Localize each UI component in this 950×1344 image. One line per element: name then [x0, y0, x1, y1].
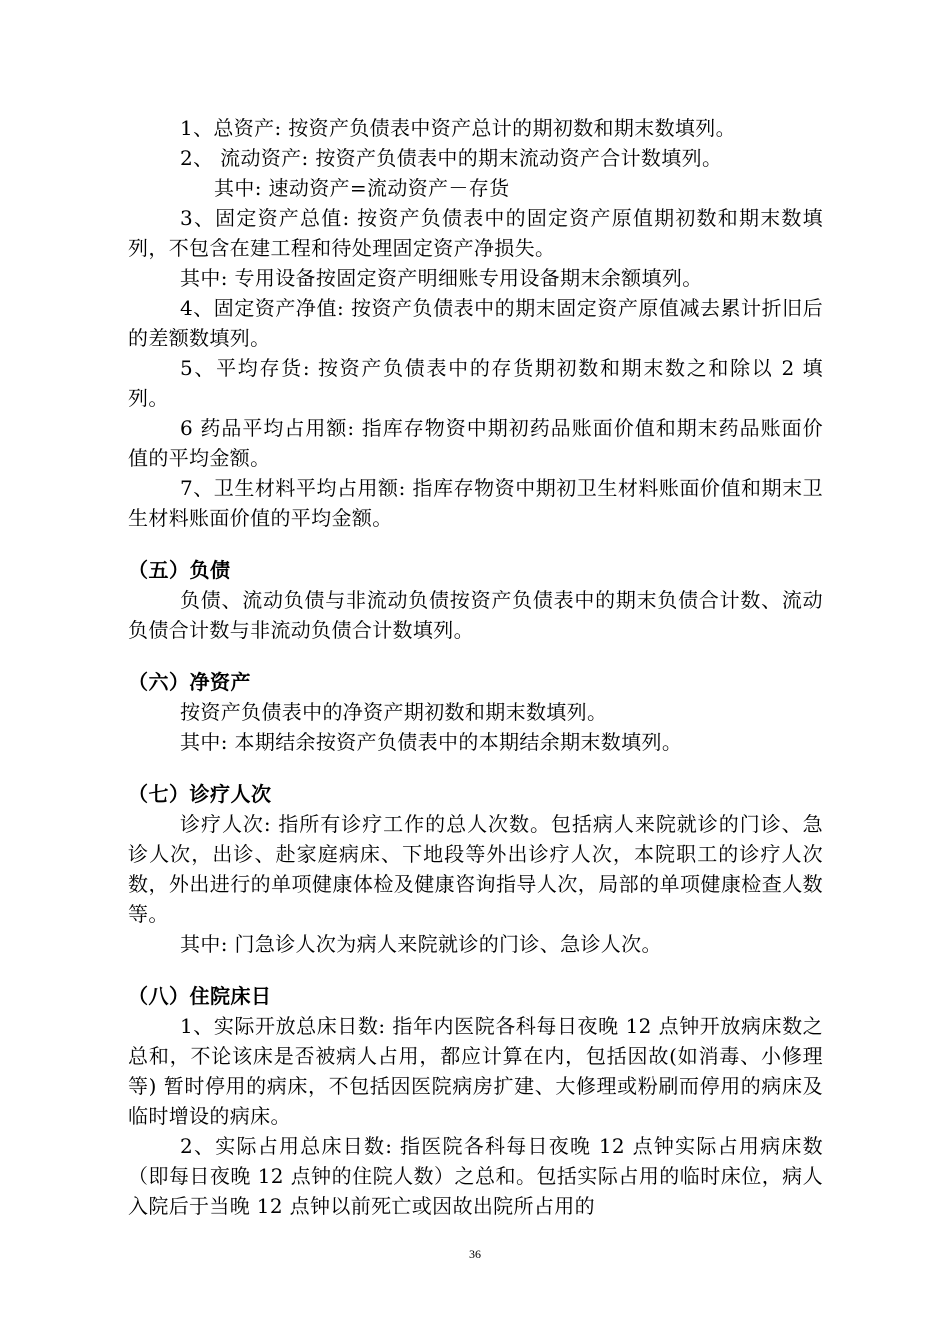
section-gap — [128, 645, 823, 667]
section-gap — [128, 533, 823, 555]
page-content — [128, 113, 823, 1221]
paragraph-occupied-bed-days: 2、实际占用总床日数: 指医院各科每日夜晚 12 点钟实际占用病床数（即每日夜晚 12 点钟的住院人数）之总和。包括实际占用的临时床位，病人入院后于当晚 12 点钟以前死亡或因故出院所占用的 — [128, 1134, 823, 1218]
section-heading-liabilities: （五）负债 — [128, 558, 231, 582]
paragraph-total-assets: 1、总资产: 按资产负债表中资产总计的期初数和期末数填列。 — [180, 116, 736, 140]
paragraph-open-bed-days: 1、实际开放总床日数: 指年内医院各科每日夜晚 12 点钟开放病床数之总和，不论该床是否被病人占用，都应计算在内，包括因故(如消毒、小修理等) 暂时停用的病床，不包括因医院病房扩建、大修理或粉刷而停用的病床及临时增设的病床。 — [128, 1014, 823, 1128]
paragraph-quick-assets: 其中: 速动资产=流动资产－存货 — [214, 176, 510, 200]
paragraph-outpatient-visits: 其中: 门急诊人次为病人来院就诊的门诊、急诊人次。 — [180, 932, 662, 956]
paragraph-liabilities: 负债、流动负债与非流动负债按资产负债表中的期末负债合计数、流动负债合计数与非流动负债合计数填列。 — [128, 588, 823, 642]
paragraph-fixed-assets-net: 4、固定资产净值: 按资产负债表中的期末固定资产原值减去累计折旧后的差额数填列。 — [128, 296, 823, 350]
paragraph-visits: 诊疗人次: 指所有诊疗工作的总人次数。包括病人来院就诊的门诊、急诊人次，出诊、赴家庭病床、下地段等外出诊疗人次，本院职工的诊疗人次数，外出进行的单项健康体检及健康咨询指导人次，局部的单项健康检查人数等。 — [128, 812, 823, 926]
paragraph-net-assets: 按资产负债表中的净资产期初数和期末数填列。 — [180, 700, 608, 724]
paragraph-current-surplus: 其中: 本期结余按资产负债表中的本期结余期末数填列。 — [180, 730, 683, 754]
section-heading-net-assets: （六）净资产 — [128, 670, 251, 694]
page-number: 36 — [469, 1247, 481, 1261]
paragraph-drug-average: 6 药品平均占用额: 指库存物资中期初药品账面价值和期末药品账面价值的平均金额。 — [128, 416, 823, 470]
section-gap — [128, 757, 823, 779]
paragraph-current-assets: 2、 流动资产: 按资产负债表中的期末流动资产合计数填列。 — [180, 146, 723, 170]
section-heading-visits: （七）诊疗人次 — [128, 782, 272, 806]
paragraph-material-average: 7、卫生材料平均占用额: 指库存物资中期初卫生材料账面价值和期末卫生材料账面价值的平均金额。 — [128, 476, 823, 530]
paragraph-fixed-assets-total: 3、固定资产总值: 按资产负债表中的固定资产原值期初数和期末数填列，不包含在建工程和待处理固定资产净损失。 — [128, 206, 823, 260]
section-heading-bed-days: （八）住院床日 — [128, 984, 272, 1008]
paragraph-average-inventory: 5、平均存货: 按资产负债表中的存货期初数和期末数之和除以 2 填列。 — [128, 356, 823, 410]
paragraph-special-equipment: 其中: 专用设备按固定资产明细账专用设备期末余额填列。 — [180, 266, 703, 290]
section-gap — [128, 959, 823, 981]
